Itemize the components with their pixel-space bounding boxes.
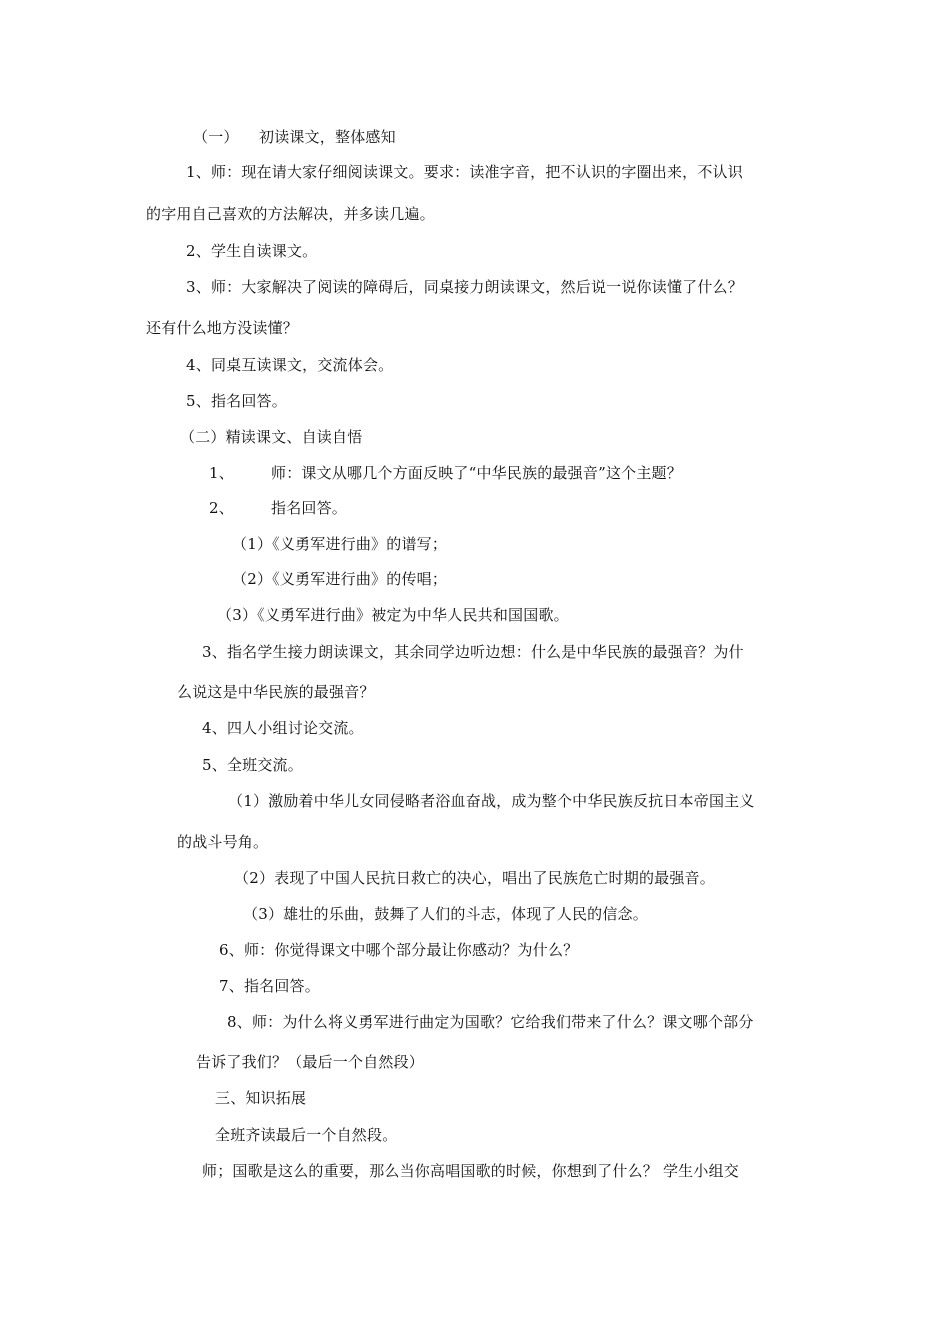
paragraph-line: 3、师：大家解决了阅读的障碍后，同桌接力朗读课文，然后说一说你读懂了什么？ xyxy=(186,278,743,296)
sub-item: （3）雄壮的乐曲，鼓舞了人们的斗志，体现了人民的信念。 xyxy=(243,905,648,923)
sub-item: （3）《义勇军进行曲》被定为中华人民共和国国歌。 xyxy=(217,606,569,624)
paragraph-line: 全班齐读最后一个自然段。 xyxy=(215,1126,398,1144)
paragraph-line: 告诉了我们？（最后一个自然段） xyxy=(196,1053,425,1071)
section-1-number: （一） xyxy=(193,128,239,146)
list-item-number: 2、 xyxy=(209,499,234,517)
list-item-number: 1、 xyxy=(209,464,234,482)
sub-item: （1）《义勇军进行曲》的谱写； xyxy=(232,535,448,553)
paragraph-line: 5、指名回答。 xyxy=(186,392,287,410)
paragraph-line: 指名回答。 xyxy=(271,499,348,517)
section-3-title: 三、知识拓展 xyxy=(215,1089,307,1107)
paragraph-line: 6、师：你觉得课文中哪个部分最让你感动？为什么？ xyxy=(219,941,579,959)
paragraph-line: 的字用自己喜欢的方法解决，并多读几遍。 xyxy=(146,205,435,223)
section-1-title: 初读课文，整体感知 xyxy=(259,128,396,146)
paragraph-line: 师；国歌是这么的重要，那么当你高唱国歌的时候，你想到了什么？ 学生小组交 xyxy=(202,1162,739,1180)
paragraph-line: 3、指名学生接力朗读课文，其余同学边听边想：什么是中华民族的最强音？为什 xyxy=(202,643,744,661)
paragraph-line: 7、指名回答。 xyxy=(219,977,320,995)
paragraph-line: 4、四人小组讨论交流。 xyxy=(202,719,364,737)
paragraph-line: 还有什么地方没读懂？ xyxy=(146,319,299,337)
paragraph-line: 么说这是中华民族的最强音？ xyxy=(177,683,375,701)
section-2-title: （二）精读课文、自读自悟 xyxy=(180,428,363,446)
paragraph-line: 4、同桌互读课文，交流体会。 xyxy=(186,356,394,374)
paragraph-line: 1、师：现在请大家仔细阅读课文。要求：读准字音，把不认识的字圈出来，不认识 xyxy=(186,163,743,181)
sub-item: （1）激励着中华儿女同侵略者浴血奋战，成为整个中华民族反抗日本帝国主义 xyxy=(228,792,755,810)
paragraph-line: 师：课文从哪几个方面反映了“中华民族的最强音”这个主题？ xyxy=(271,464,682,482)
sub-item: 的战斗号角。 xyxy=(177,833,269,851)
paragraph-line: 2、学生自读课文。 xyxy=(186,242,318,260)
paragraph-line: 5、全班交流。 xyxy=(202,756,303,774)
sub-item: （2）表现了中国人民抗日救亡的决心，唱出了民族危亡时期的最强音。 xyxy=(234,869,715,887)
paragraph-line: 8、师：为什么将义勇军进行曲定为国歌？它给我们带来了什么？课文哪个部分 xyxy=(227,1013,754,1031)
sub-item: （2）《义勇军进行曲》的传唱； xyxy=(232,570,448,588)
